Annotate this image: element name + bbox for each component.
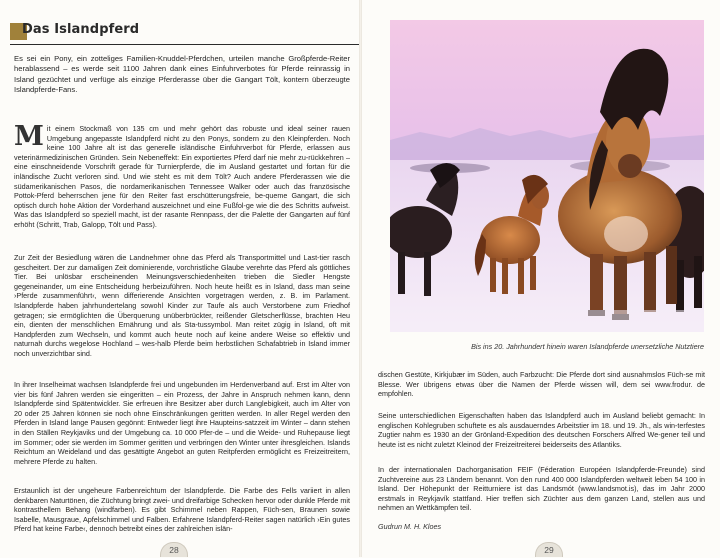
right-paragraph-3: In der internationalen Dachorganisation FEIF (Féderation Européen Islandpferde-Freunde) sind Zuchtvereine aus 23 Ländern benannt. Von den rund 400 000 Islandpferden weltweit leben 54 100 in Island. Der Höhepunkt der Reitturniere ist das Landsmót (www.landsmot.is), das im Jahr 2000 erstmals in Reykjavík stattfand. Hier treffen sich Züchter aus dem ganzen Land, stellen aus und nehmen an Wettkämpfen teil.	[378, 465, 705, 513]
horses-illustration	[390, 20, 704, 332]
page-number-right: 29	[535, 542, 563, 557]
body-paragraph-2: Zur Zeit der Besiedlung wären die Landnehmer ohne das Pferd als Transportmittel und Last-tier rasch gescheitert. Der zur damaligen Zeit dominierende, vorchristliche Glaube verehrte das Pferd als göttliches Tier. Bei unlösbar erscheinenden Meinungsverschiedenheiten trieben die Siedler Hengste gegeneinander, um eine Entscheidung herbeizuführen. Noch heute heißt es in Island, dass man seine ›Pferde zusammenführt‹, wenn differierende Ansichten vorgetragen werden, z. B. im Parlament. Islandpferde haben jahrhundertelang sowohl Kinder zur Taufe als auch Verstorbene zum Friedhof getragen; sie ermöglichten die Überquerung unüberbrückter, reißender Gletscherflüsse, brachten Heu ein, dienten der menschlichen Ernährung und als Sta-tussymbol. Man reitet zügig in Island, oft mit Handpferden zum Wechseln, und kommt auch heute noch auf keine andere Weise so effektiv und naturnah durchs wegelose Hochland – wes-halb Pferde beim herbstlichen Schafabtrieb in Island immer noch unverzichtbar sind.	[14, 253, 350, 358]
right-page	[362, 0, 720, 557]
drop-cap: M	[14, 121, 44, 152]
body-paragraph-3: In ihrer Inselheimat wachsen Islandpferde frei und ungebunden im Herdenverband auf. Erst im Alter von vier bis fünf Jahren werden sie eingeritten – ein Prozess, der Jahre in Anspruch nehmen kann, denn Islandpferde sind Spätentwickler. Sie erfreuen ihre Besitzer aber durch Langlebigkeit, auch im Alter von 20 oder 25 Jahren können sie noch ohne Einschränkungen geritten werden. In aller Regel werden den Pferden in Island lange Pausen gegönnt: Entweder liegt ihre Haupteins-satzzeit im Winter – dann stehen in den Ställen Reykjaviks und der Umgebung ca. 10 000 Pfer-de – und die Weide- und Ruhepause liegt im Sommer; oder sie werden im Sommer geritten und verbringen den Winter unter ihresgleichen. Islands Reichtum an Weideland und das gesättigte Angebot an guten Reitpferden ermöglicht es Freizeitreitern, mehrere Pferde zu halten.	[14, 380, 350, 466]
lead-paragraph: Es sei ein Pony, ein zotteliges Familien-Knuddel-Pferdchen, urteilen manche Großpferde-Reiter herablassend – es werde seit 1100 Jahren dank eines Einfuhrverbotes für Pferde reinrassig in Island gezüchtet und verfüge als einzige Pferderasse über die Gangart Tölt, kontern überzeugte Islandpferde-Fans.	[14, 54, 350, 95]
page-title: Das Islandpferd	[22, 22, 140, 37]
body-paragraph-4: Erstaunlich ist der ungeheure Farbenreichtum der Islandpferde. Die Farbe des Fells variiert in allen denkbaren Naturtönen, die Züchtung bringt zwei- und dreifarbige Schecken hervor oder dunkle Pferde mit kontrasthellem Behang (windfarben). Es gibt Schimmel neben Rappen, Füch-sen, Braunen sowie Isabelle, Mausgraue, Apfelschimmel und Falben. Erfahrene Islandpferd-Reiter sagen natürlich ›Ein gutes Pferd hat keine Farbe‹, dennoch betreibt eines der zahlreichen islän-	[14, 486, 351, 534]
left-page	[0, 0, 359, 557]
body-paragraph-1: Mit einem Stockmaß von 135 cm und mehr gehört das robuste und ideal seiner rauen Umgebung angepasste Islandpferd nicht zu den Ponys, sondern zu den Kleinpferden. Noch keine 100 Jahre alt ist das generelle isländische Einfuhrverbot für Pferde, erlassen aus veterinärmedizinischen Gründen. Sein Nebeneffekt: Ein exportiertes Pferd darf nie mehr zu-rückkehren – eine einschneidende Vorschrift gerade für Turnierpferde, die im Ausland gestartet und fortan für die inländische Zucht verloren sind. Und wie steht es mit dem Tölt? Auch andere Pferderassen wie die südamerikanischen Pasos, die nordamerikanischen Tennessee Walker oder auch das französische Pottok-Pferd beherrschen jene für den Reiter fast erschütterungsfreie, be-queme Gangart, die sich optisch durch hohe Aktion der Vorderhand auszeichnet und eine Fußfol-ge wie die des Schritts aufweist. Was das Islandpferd so speziell macht, ist der rasante Rennpass, der die Palette der Gangarten auf fünf erhöht (Schritt, Trab, Galopp, Tölt und Pass).	[14, 121, 350, 229]
page-number-left: 28	[160, 542, 188, 557]
author-signature: Gudrun M. H. Kloes	[378, 522, 442, 531]
horses-photo	[390, 20, 704, 332]
right-paragraph-1: dischen Gestüte, Kirkjubær im Süden, auch Farbzucht: Die Pferde dort sind ausnahmslos Füch-se mit Blesse. Wer übrigens etwas über die Namen der Pferde wissen will, dem sei www.frodur. de empfohlen.	[378, 370, 705, 399]
right-paragraph-2: Seine unterschiedlichen Eigenschaften haben das Islandpferd auch im Ausland beliebt gemacht: In englischen Kohlegruben schuftete es als ausdauerndes Arbeitstier im 18. und 19. Jh., als win-terfestes Zugtier nahm es 1930 an der Grönland-Expedition des deutschen Forschers Alfred We-gener teil und heute ist es nicht zuletzt Kleinod der Freizeitreiterei beiderseits des Atlantiks.	[378, 411, 705, 449]
chapter-title-bar	[10, 20, 359, 45]
photo-caption: Bis ins 20. Jahrhundert hinein waren Islandpferde unersetzliche Nutztiere	[471, 342, 704, 351]
